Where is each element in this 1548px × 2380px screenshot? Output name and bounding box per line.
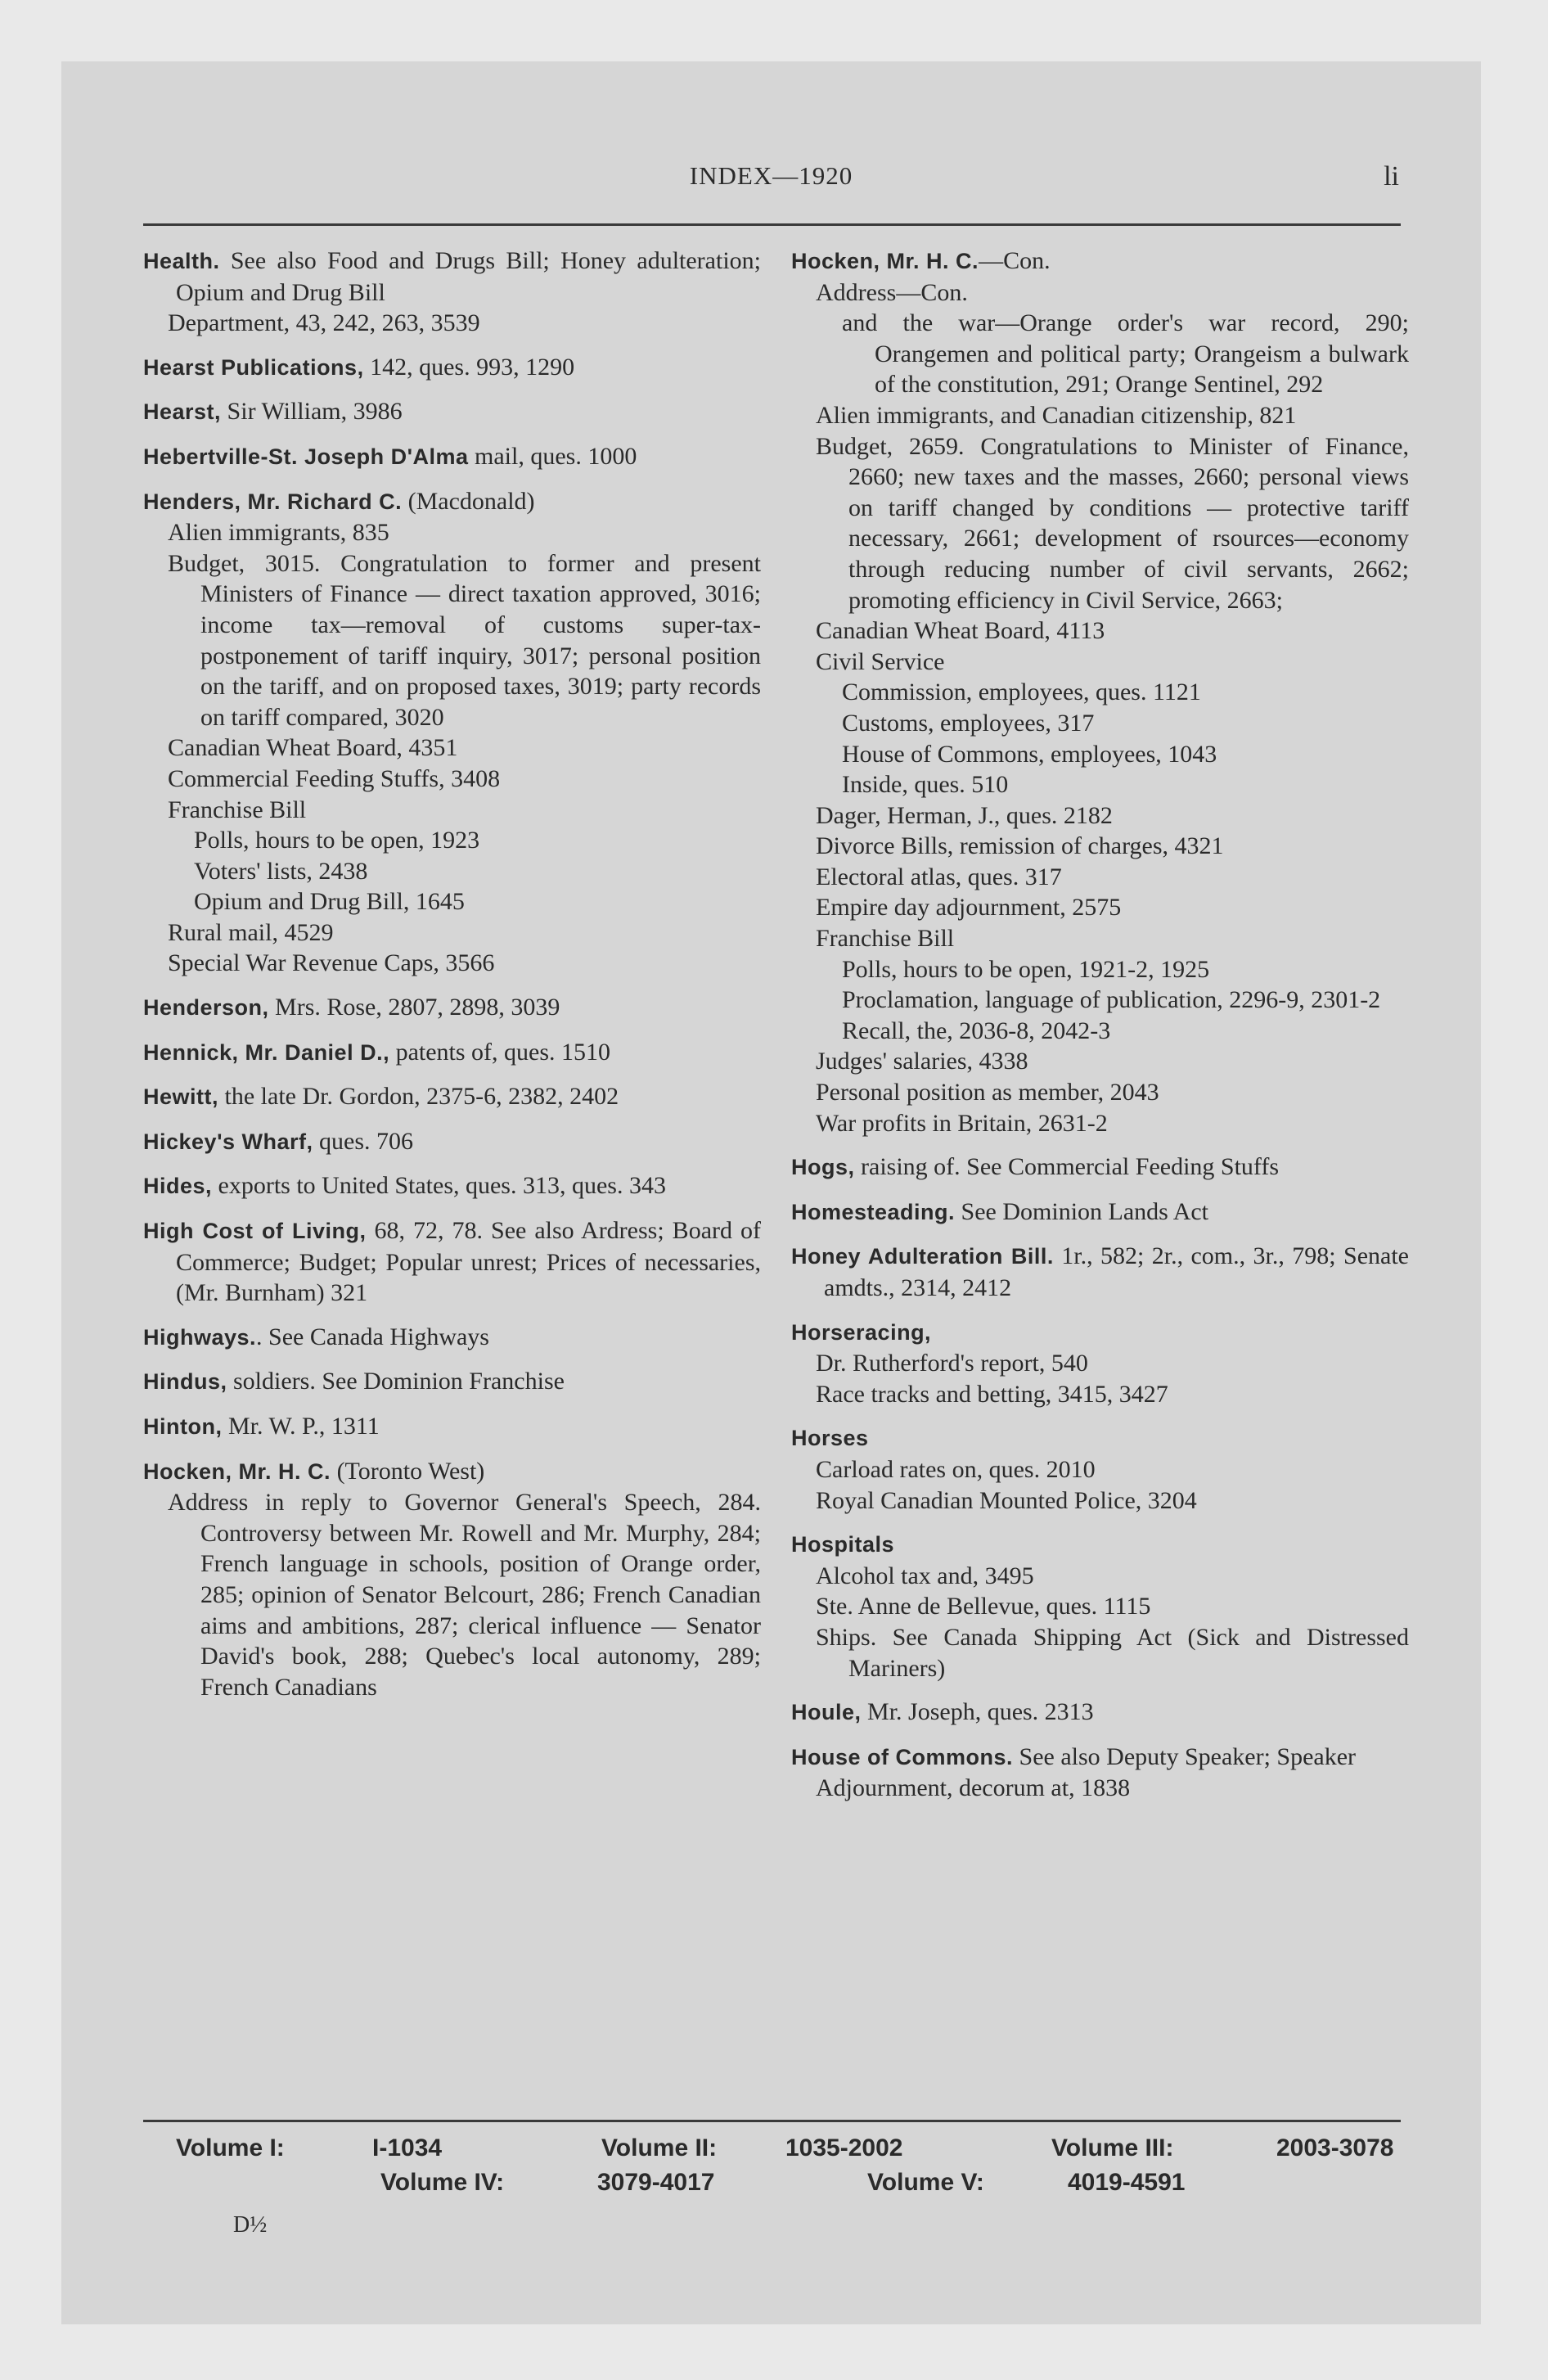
entry-heading: Hides, — [143, 1174, 213, 1199]
entry-heading: Hospitals — [791, 1532, 895, 1557]
volume-5-label: Volume V: — [867, 2169, 984, 2196]
entry-first-line — [791, 1317, 1409, 1349]
entry-text: Ships. See Canada Shipping Act (Sick and Distressed Mariners) — [816, 1623, 1409, 1682]
entry-text: Customs, employees, 317 — [842, 709, 1095, 737]
volume-3-range: 2003-3078 — [1276, 2134, 1394, 2161]
entry-subline — [791, 831, 1409, 862]
entry-subline — [791, 277, 1409, 309]
entry-first-line — [143, 246, 761, 308]
entry-first-line — [791, 1742, 1409, 1774]
entry-subline — [791, 677, 1409, 708]
entry-subline — [791, 923, 1409, 954]
entry-subline — [791, 1077, 1409, 1108]
entry-subline — [791, 1622, 1409, 1684]
entry-subline — [143, 517, 761, 548]
entry-text: Voters' lists, 2438 — [194, 857, 368, 885]
entry-subline — [143, 1487, 761, 1702]
index-entry — [143, 1411, 761, 1443]
entry-heading: Hinton, — [143, 1414, 223, 1439]
entry-first-line — [143, 1081, 761, 1113]
entry-heading: Hickey's Wharf, — [143, 1129, 313, 1154]
entry-text: Personal position as member, 2043 — [816, 1079, 1159, 1107]
volume-1-label: Volume I: — [176, 2134, 285, 2161]
entry-subline — [791, 800, 1409, 832]
entry-text: Alcohol tax and, 3495 — [816, 1562, 1034, 1589]
entry-text: Electoral atlas, ques. 317 — [816, 863, 1062, 890]
entry-text: House of Commons, employees, 1043 — [842, 740, 1217, 768]
volume-2-range: 1035-2002 — [785, 2134, 903, 2161]
entry-text: Commercial Feeding Stuffs, 3408 — [168, 764, 501, 792]
entry-first-line — [143, 1126, 761, 1158]
entry-heading: High Cost of Living, — [143, 1219, 367, 1244]
entry-subline — [791, 954, 1409, 985]
entry-subline — [791, 1016, 1409, 1047]
top-rule — [143, 223, 1401, 226]
index-entry — [791, 1197, 1409, 1228]
index-entry — [143, 1081, 761, 1113]
entry-text: . See Canada Highways — [256, 1323, 489, 1350]
volume-4-label: Volume IV: — [380, 2169, 505, 2196]
entry-first-line — [143, 992, 761, 1024]
entry-text: Polls, hours to be open, 1921-2, 1925 — [842, 955, 1210, 983]
entry-text: ques. 706 — [313, 1127, 413, 1155]
index-entry — [791, 1529, 1409, 1684]
entry-text: Mr. W. P., 1311 — [222, 1413, 380, 1440]
index-entry — [143, 396, 761, 428]
entry-text: War profits in Britain, 2631-2 — [816, 1109, 1108, 1137]
entry-text: raising of. See Commercial Feeding Stuffs — [854, 1153, 1280, 1181]
index-entry — [143, 1037, 761, 1069]
entry-subline — [143, 732, 761, 764]
page-number: li — [1384, 161, 1399, 192]
volume-1-range: I-1034 — [372, 2134, 443, 2161]
entry-subline — [791, 1591, 1409, 1622]
index-entry — [791, 1742, 1409, 1804]
entry-heading: Health. — [143, 249, 220, 273]
entry-text: Ste. Anne de Bellevue, ques. 1115 — [816, 1593, 1151, 1620]
left-column — [143, 246, 761, 1715]
entry-text: Judges' salaries, 4338 — [816, 1048, 1028, 1075]
entry-first-line — [143, 441, 761, 473]
entry-subline — [791, 862, 1409, 893]
entry-text: and the war—Orange order's war record, 290; Orangemen and political party; Orangeism a bulwark of the constitution, 291; Orange Sentinel, 292 — [842, 309, 1409, 399]
entry-first-line — [791, 1529, 1409, 1561]
entry-text: 1r., 582; 2r., com., 3r., 798; Senate amdts., 2314, 2412 — [824, 1242, 1410, 1301]
entry-text: 142, ques. 993, 1290 — [363, 353, 575, 381]
entry-text: Inside, ques. 510 — [842, 771, 1009, 799]
entry-first-line — [143, 396, 761, 428]
entry-heading: Horseracing, — [791, 1319, 932, 1345]
entry-first-line — [143, 1411, 761, 1443]
entry-subline — [143, 856, 761, 887]
entry-text: See Dominion Lands Act — [955, 1197, 1209, 1225]
entry-first-line — [143, 352, 761, 384]
entry-text: Commission, employees, ques. 1121 — [842, 678, 1201, 706]
entry-heading: Hogs, — [791, 1155, 855, 1180]
entry-text: Dager, Herman, J., ques. 2182 — [816, 801, 1113, 829]
entry-subline — [143, 764, 761, 795]
entry-subline — [791, 1454, 1409, 1485]
entry-subline — [791, 1348, 1409, 1379]
entry-heading: Highways. — [143, 1324, 257, 1350]
entry-text: Mrs. Rose, 2807, 2898, 3039 — [268, 994, 560, 1021]
index-entry — [143, 1170, 761, 1202]
entry-first-line — [791, 1152, 1409, 1183]
entry-text: Franchise Bill — [816, 925, 955, 953]
entry-text: (Toronto West) — [331, 1457, 485, 1485]
index-entry — [143, 1456, 761, 1703]
entry-text: Budget, 2659. Congratulations to Minister of Finance, 2660; new taxes and the masses, 2660; personal views on tariff changed by conditions — protective tariff necessary, 2661; development of rsources—economy through reducing number of civil servants, 2662; promoting efficiency in Civil Service, 2663; — [816, 432, 1409, 614]
entry-text: Canadian Wheat Board, 4113 — [816, 617, 1105, 645]
entry-first-line — [143, 1170, 761, 1202]
entry-first-line — [143, 486, 761, 518]
entry-first-line — [143, 1215, 761, 1309]
entry-text: Proclamation, language of publication, 2296-9, 2301-2 — [842, 986, 1381, 1014]
entry-subline — [791, 647, 1409, 678]
entry-heading: Hearst, — [143, 399, 222, 425]
index-entry — [143, 1322, 761, 1354]
entry-text: —Con. — [979, 247, 1051, 274]
entry-text: Special War Revenue Caps, 3566 — [168, 949, 495, 977]
entry-text: Race tracks and betting, 3415, 3427 — [816, 1380, 1168, 1408]
entry-subline — [791, 1773, 1409, 1804]
entry-subline — [791, 708, 1409, 739]
entry-text: Recall, the, 2036-8, 2042-3 — [842, 1016, 1111, 1044]
entry-subline — [143, 825, 761, 856]
signature-mark: D½ — [233, 2212, 268, 2238]
entry-text: Opium and Drug Bill, 1645 — [194, 888, 465, 916]
entry-first-line — [791, 1241, 1409, 1303]
entry-text: Canadian Wheat Board, 4351 — [168, 734, 458, 762]
entry-heading: Hindus, — [143, 1369, 227, 1395]
index-entry — [791, 1697, 1409, 1729]
entry-text: Franchise Bill — [168, 796, 307, 823]
right-column — [791, 246, 1409, 1817]
entry-text: the late Dr. Gordon, 2375-6, 2382, 2402 — [218, 1083, 619, 1111]
entry-text: Department, 43, 242, 263, 3539 — [168, 309, 480, 337]
entry-text: Address—Con. — [816, 278, 968, 306]
entry-subline — [791, 1046, 1409, 1077]
page — [61, 61, 1481, 2324]
entry-subline — [791, 985, 1409, 1016]
index-entry — [143, 992, 761, 1024]
entry-subline — [791, 1561, 1409, 1592]
entry-subline — [143, 795, 761, 826]
entry-text: See also Deputy Speaker; Speaker — [1013, 1742, 1357, 1770]
volume-3-label: Volume III: — [1051, 2134, 1174, 2161]
entry-text: mail, ques. 1000 — [468, 442, 637, 470]
entry-first-line — [791, 246, 1409, 277]
entry-text: Polls, hours to be open, 1923 — [194, 827, 480, 854]
entry-first-line — [791, 1197, 1409, 1228]
entry-text: (Macdonald) — [402, 487, 535, 515]
entry-subline — [143, 948, 761, 979]
entry-text: Divorce Bills, remission of charges, 4321 — [816, 832, 1224, 860]
entry-first-line — [143, 1366, 761, 1398]
entry-heading: Hewitt, — [143, 1084, 219, 1110]
entry-heading: Houle, — [791, 1700, 862, 1725]
entry-subline — [791, 431, 1409, 616]
entry-subline — [791, 1108, 1409, 1139]
index-entry — [791, 1241, 1409, 1303]
index-entry — [143, 1126, 761, 1158]
entry-subline — [143, 886, 761, 917]
entry-text: exports to United States, ques. 313, ques. 343 — [212, 1172, 666, 1200]
index-entry — [143, 1366, 761, 1398]
entry-first-line — [143, 1456, 761, 1488]
entry-text: Mr. Joseph, ques. 2313 — [861, 1698, 1094, 1726]
volume-4-range: 3079-4017 — [597, 2169, 715, 2196]
entry-first-line — [143, 1037, 761, 1069]
entry-text: Civil Service — [816, 647, 945, 675]
entry-text: patents of, ques. 1510 — [389, 1038, 611, 1066]
entry-text: Alien immigrants, and Canadian citizenship, 821 — [816, 401, 1297, 429]
entry-heading: Hocken, Mr. H. C. — [143, 1458, 331, 1484]
entry-heading: Henders, Mr. Richard C. — [143, 489, 403, 514]
entry-first-line — [791, 1697, 1409, 1729]
entry-text: See also Food and Drugs Bill; Honey adulteration; Opium and Drug Bill — [176, 247, 761, 306]
entry-heading: Homesteading. — [791, 1199, 956, 1224]
entry-subline — [143, 917, 761, 949]
index-entry — [143, 486, 761, 980]
entry-heading: Henderson, — [143, 995, 269, 1021]
entry-text: Royal Canadian Mounted Police, 3204 — [816, 1486, 1197, 1514]
entry-heading: Horses — [791, 1426, 869, 1451]
entry-subline — [791, 1485, 1409, 1517]
entry-subline — [143, 308, 761, 339]
entry-text: Rural mail, 4529 — [168, 918, 334, 946]
index-entry — [143, 1215, 761, 1309]
volume-5-range: 4019-4591 — [1068, 2169, 1186, 2196]
entry-subline — [791, 308, 1409, 400]
entry-text: Adjournment, decorum at, 1838 — [816, 1774, 1131, 1802]
bottom-rule — [143, 2120, 1401, 2122]
index-entry — [791, 246, 1409, 1138]
entry-subline — [791, 400, 1409, 431]
entry-first-line — [791, 1422, 1409, 1454]
entry-heading: Honey Adulteration Bill. — [791, 1244, 1054, 1269]
entry-heading: House of Commons. — [791, 1744, 1014, 1769]
index-entry — [791, 1317, 1409, 1410]
entry-heading: Hocken, Mr. H. C. — [791, 249, 979, 273]
index-entry — [791, 1152, 1409, 1183]
entry-heading: Hebertville-St. Joseph D'Alma — [143, 444, 469, 469]
volume-2-label: Volume II: — [601, 2134, 718, 2161]
index-entry — [143, 246, 761, 339]
index-entry — [143, 441, 761, 473]
running-head: INDEX—1920 — [689, 161, 853, 190]
entry-text: Empire day adjournment, 2575 — [816, 894, 1122, 922]
entry-subline — [143, 548, 761, 733]
entry-heading: Hennick, Mr. Daniel D., — [143, 1039, 390, 1065]
entry-text: Carload rates on, ques. 2010 — [816, 1455, 1096, 1483]
entry-text: Dr. Rutherford's report, 540 — [816, 1350, 1088, 1377]
entry-text: 68, 72, 78. See also Ardress; Board of Commerce; Budget; Popular unrest; Prices of necessaries, (Mr. Burnham) 321 — [176, 1217, 761, 1307]
entry-text: soldiers. See Dominion Franchise — [227, 1368, 565, 1395]
entry-text: Budget, 3015. Congratulation to former and present Ministers of Finance — direct taxation approved, 3016; income tax—removal of customs super-tax-postponement of tariff inquiry, 3017; personal position on the tariff, and on proposed taxes, 3019; party records on tariff compared, 3020 — [168, 549, 761, 731]
index-entry — [791, 1422, 1409, 1516]
entry-first-line — [143, 1322, 761, 1354]
entry-subline — [791, 739, 1409, 770]
entry-text: Address in reply to Governor General's Speech, 284. Controversy between Mr. Rowell and Mr. Murphy, 284; French language in schools, position of Orange order, 285; opinion of Senator Belcourt, 286; French Canadian aims and ambitions, 287; clerical influence — Senator David's book, 288; Quebec's local autonomy, 289; French Canadians — [168, 1489, 761, 1701]
entry-text: Alien immigrants, 835 — [168, 519, 389, 547]
index-entry — [143, 352, 761, 384]
entry-subline — [791, 1379, 1409, 1410]
entry-subline — [791, 769, 1409, 800]
entry-subline — [791, 892, 1409, 923]
entry-subline — [791, 615, 1409, 647]
entry-heading: Hearst Publications, — [143, 354, 364, 380]
entry-text: Sir William, 3986 — [221, 398, 403, 426]
